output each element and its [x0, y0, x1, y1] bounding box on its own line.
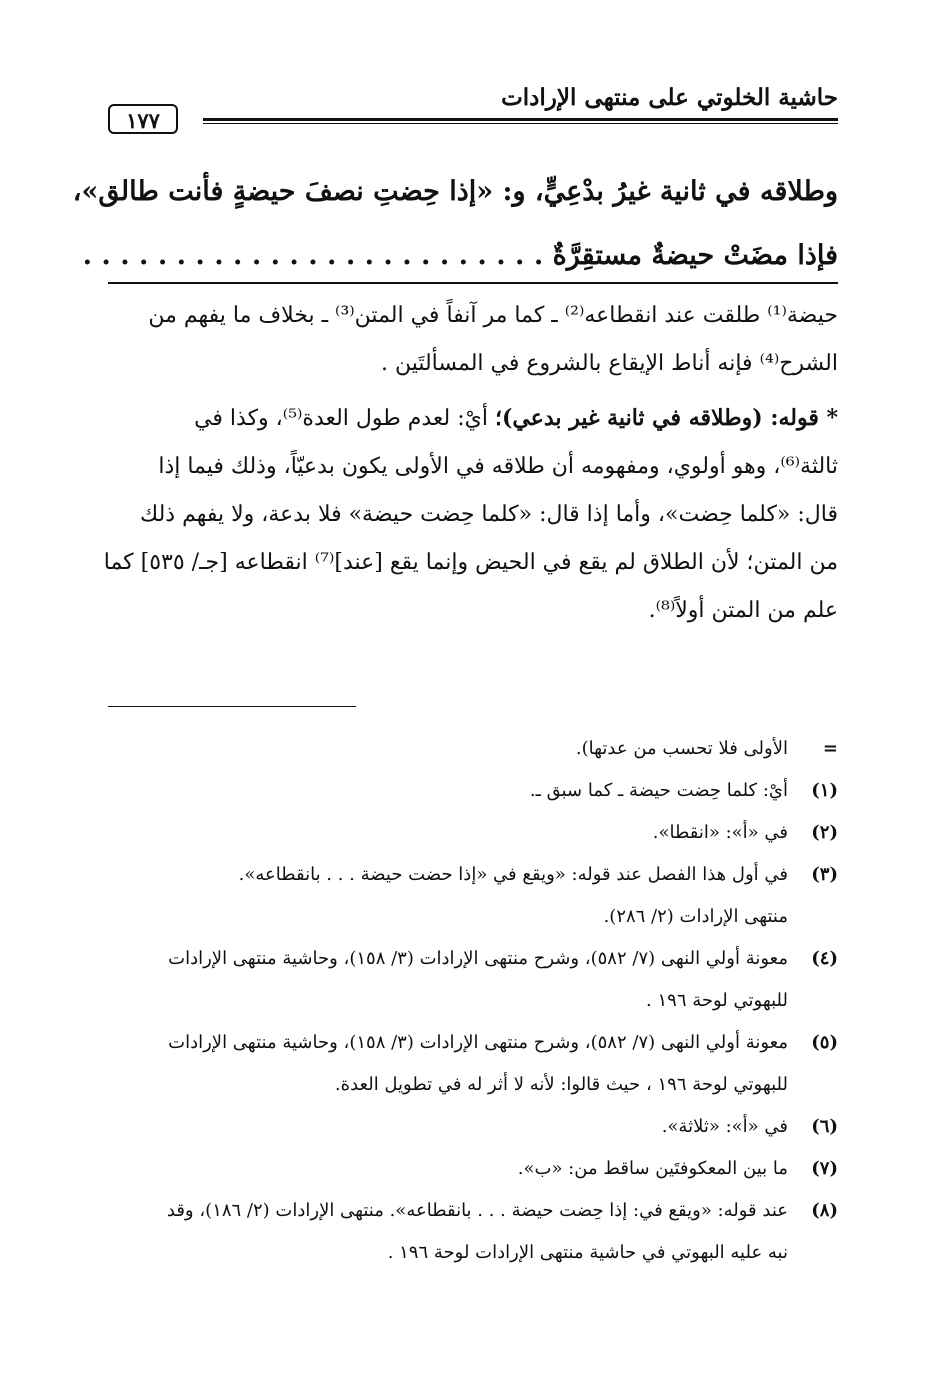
commentary-line: [108, 394, 838, 443]
footnote-text: معونة أولي النهى (٧/ ٥٨٢)، وشرح منتهى الإرادات (٣/ ١٥٨)، وحاشية منتهى الإرادات: [168, 1032, 788, 1053]
commentary-line: من المتن؛ لأن الطلاق لم يقع في الحيض وإنما يقع [عند]⁽⁷⁾ انقطاعه [جـ/ ٥٣٥] كما: [103, 550, 838, 575]
footnote-number: (٨): [811, 1200, 838, 1221]
footnote-number: (٢): [811, 822, 838, 843]
header-rule: [203, 118, 838, 124]
footnote-item: [108, 1022, 838, 1064]
commentary-text: [103, 292, 838, 635]
footnote-number: (١): [811, 780, 838, 801]
footnote-item: [108, 1106, 838, 1148]
footnote-text: ما بين المعكوفتَين ساقط من: «ب».: [517, 1158, 788, 1179]
matn-line: وطلاقه في ثانية غيرُ بدْعِيٍّ، و: «إذا حِضتِ نصفَ حيضةٍ فأنت طالق»،: [72, 176, 838, 207]
footnote-item: [108, 812, 838, 854]
footnote-number: (٤): [811, 948, 838, 969]
footnote-continuation: نبه عليه البهوتي في حاشية منتهى الإرادات لوحة ١٩٦ .: [387, 1242, 788, 1263]
footnotes: [108, 728, 838, 1274]
running-title: حاشية الخلوتي على منتهى الإرادات: [501, 84, 838, 111]
commentary-line: ثالثة⁽⁶⁾، وهو أولوي، ومفهومه أن طلاقه في الأولى يكون بدعيّاً، وذلك فيما إذا: [158, 454, 838, 479]
matn-line: فإذا مضَتْ حيضةٌ مستقِرَّةٌ . . . . . . . . . . . . . . . . . . . . . . . . .: [82, 240, 838, 271]
footnote-number: =: [822, 738, 838, 759]
running-header: [108, 78, 838, 140]
footnote-number: (٦): [811, 1116, 838, 1137]
commentary-line: حيضة⁽¹⁾ طلقت عند انقطاعه⁽²⁾ ـ كما مر آنفاً في المتن⁽³⁾ ـ بخلاف ما يفهم من: [148, 303, 838, 328]
footnote-item: [108, 770, 838, 812]
footnote-item: [108, 938, 838, 980]
footnote-continuation: للبهوتي لوحة ١٩٦ ، حيث قالوا: لأنه لا أثر له في تطويل العدة.: [334, 1074, 788, 1095]
footnote-text: الأولى فلا تحسب من عدتها).: [575, 738, 788, 759]
commentary-line: علم من المتن أولاً⁽⁸⁾.: [648, 598, 838, 623]
footnote-number: (٣): [811, 864, 838, 885]
footnote-text: في «أ»: «انقطا».: [652, 822, 788, 843]
footnote-continuation: منتهى الإرادات (٢/ ٢٨٦).: [603, 906, 788, 927]
matn-divider: [108, 282, 838, 284]
page-number: ١٧٧: [108, 104, 178, 134]
footnote-continuation: للبهوتي لوحة ١٩٦ .: [646, 990, 788, 1011]
footnote-text: في «أ»: «ثلاثة».: [661, 1116, 788, 1137]
footnote-divider: [108, 706, 356, 707]
footnote-item: [108, 728, 838, 770]
footnote-text: أيْ: كلما حِضت حيضة ـ كما سبق ـ.: [529, 780, 788, 801]
footnote-item: [108, 854, 838, 896]
commentary-line: الشرح⁽⁴⁾ فإنه أناط الإيقاع بالشروع في المسألتَين .: [380, 351, 838, 376]
footnote-text: في أول هذا الفصل عند قوله: «ويقع في «إذا حضت حيضة . . . بانقطاعه».: [238, 864, 788, 885]
matn-text: [72, 160, 838, 288]
footnote-text: معونة أولي النهى (٧/ ٥٨٢)، وشرح منتهى الإرادات (٣/ ١٥٨)، وحاشية منتهى الإرادات: [168, 948, 788, 969]
footnote-text: عند قوله: «ويقع في: إذا حِضت حيضة . . . بانقطاعه». منتهى الإرادات (٢/ ١٨٦)، وقد: [166, 1200, 788, 1221]
footnote-item: [108, 1190, 838, 1232]
footnote-number: (٥): [811, 1032, 838, 1053]
footnote-number: (٧): [811, 1158, 838, 1179]
footnote-item: [108, 1148, 838, 1190]
commentary-span: أيْ: لعدم طول العدة⁽⁵⁾، وكذا في: [194, 406, 488, 431]
commentary-line: قال: «كلما حِضت»، وأما إذا قال: «كلما حِضت حيضة» فلا بدعة، ولا يفهم ذلك: [140, 502, 838, 527]
lemma-heading: * قوله: (وطلاقه في ثانية غير بدعي)؛: [495, 405, 838, 431]
